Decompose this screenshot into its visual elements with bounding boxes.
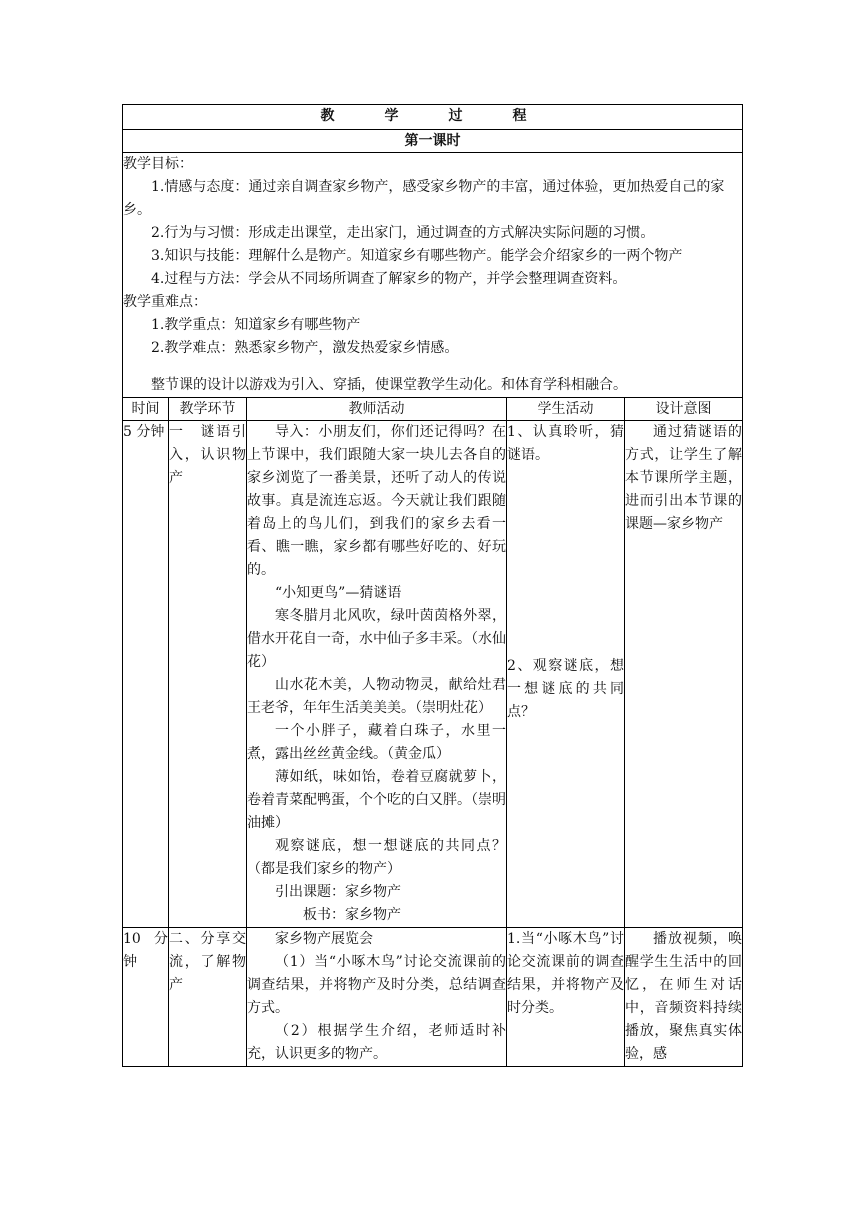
teacher-paragraph: 引出课题：家乡物产	[275, 884, 401, 900]
design-intent-cell	[625, 421, 743, 928]
objectives-section	[123, 153, 743, 398]
intent-paragraph: 通过猜谜语的方式，让学生了解本节课所学主题，进而引出本节课的课题—家乡物产	[625, 424, 742, 532]
column-header-row	[123, 398, 743, 421]
column-header: 设计意图	[625, 398, 743, 421]
table-row	[123, 421, 743, 928]
teacher-paragraph: 一个小胖子，藏着白珠子，水里一煮，露出丝丝黄金线。（黄金瓜）	[247, 723, 506, 762]
teacher-activity-cell	[247, 421, 507, 928]
design-note: 整节课的设计以游戏为引入、穿插，使课堂教学生动化。和体育学科相融合。	[151, 377, 627, 393]
student-paragraph: 1.当“小啄木鸟”讨论交流课前的调查结果，并将物产及时分类。	[507, 931, 624, 1016]
teacher-paragraph: 导入：小朋友们，你们还记得吗？在上节课中，我们跟随大家一块儿去各自的家乡浏览了一番美景，还听了动人的传说故事。真是流连忘返。今天就让我们跟随着岛上的鸟儿们，到我们的家乡去看一看、瞧一瞧，家乡都有哪些好吃的、好玩的。	[247, 424, 506, 578]
board-writing: 板书：家乡物产	[303, 907, 401, 923]
key-point-item: 1.教学重点：知道家乡有哪些物产	[151, 317, 361, 333]
key-point-item: 2.教学难点：熟悉家乡物产，激发热爱家乡情感。	[151, 340, 459, 356]
student-activity-cell	[507, 928, 625, 1067]
teacher-paragraph: （2）根据学生介绍，老师适时补充，认识更多的物产。	[247, 1023, 506, 1062]
stage-cell: 二、分享交流，了解物产	[169, 928, 247, 1067]
student-paragraph: 2、观察谜底，想一想谜底的共同点？	[507, 658, 624, 720]
column-header: 教学环节	[169, 398, 247, 421]
stage-cell: 一 谜语引入，认识物产	[169, 421, 247, 928]
objective-item: 1.情感与态度：通过亲自调查家乡物产，感受家乡物产的丰富，通过体验，更加热爱自己的家乡。	[123, 179, 725, 218]
teacher-paragraph: 家乡物产展览会	[275, 931, 373, 947]
objectives-heading: 教学目标：	[123, 156, 193, 172]
column-header: 学生活动	[507, 398, 625, 421]
teacher-paragraph: （1）当“小啄木鸟”讨论交流课前的调查结果，并将物产及时分类，总结调查方式。	[247, 954, 506, 1016]
period-title: 第一课时	[123, 130, 743, 153]
column-header: 教师活动	[247, 398, 507, 421]
intent-paragraph: 播放视频，唤醒学生生活中的回忆，在师生对话中，音频资料持续播放，聚焦真实体验，感	[625, 931, 742, 1062]
objective-item: 3.知识与技能：理解什么是物产。知道家乡有哪些物产。能学会介绍家乡的一两个物产	[151, 248, 683, 264]
design-intent-cell	[625, 928, 743, 1067]
student-activity-cell	[507, 421, 625, 928]
table-row	[123, 928, 743, 1067]
time-cell: 10 分钟	[123, 928, 169, 1067]
teacher-paragraph: 薄如纸，味如饴，卷着豆腐就萝卜，卷着青菜配鸭蛋，个个吃的白又胖。（崇明油摊）	[247, 769, 506, 831]
teacher-paragraph: 寒冬腊月北风吹，绿叶茵茵格外翠，借水开花自一奇，水中仙子多丰采。（水仙花）	[247, 608, 506, 670]
objective-item: 2.行为与习惯：形成走出课堂，走出家门，通过调查的方式解决实际问题的习惯。	[151, 225, 655, 241]
table-title: 教 学 过 程	[123, 105, 743, 130]
key-points-heading: 教学重难点：	[123, 294, 207, 310]
student-paragraph: 1、认真聆听，猜谜语。	[507, 424, 624, 463]
lesson-plan-table	[122, 104, 743, 1067]
column-header: 时间	[123, 398, 169, 421]
teacher-paragraph: 山水花木美，人物动物灵，献给灶君王老爷，年年生活美美美。（崇明灶花）	[247, 677, 506, 716]
teacher-paragraph: “小知更鸟”—猜谜语	[275, 585, 402, 601]
objective-item: 4.过程与方法：学会从不同场所调查了解家乡的物产，并学会整理调查资料。	[151, 271, 627, 287]
teacher-activity-cell	[247, 928, 507, 1067]
time-cell: 5 分钟	[123, 421, 169, 928]
teacher-paragraph: 观察谜底，想一想谜底的共同点？（都是我们家乡的物产）	[247, 838, 506, 877]
